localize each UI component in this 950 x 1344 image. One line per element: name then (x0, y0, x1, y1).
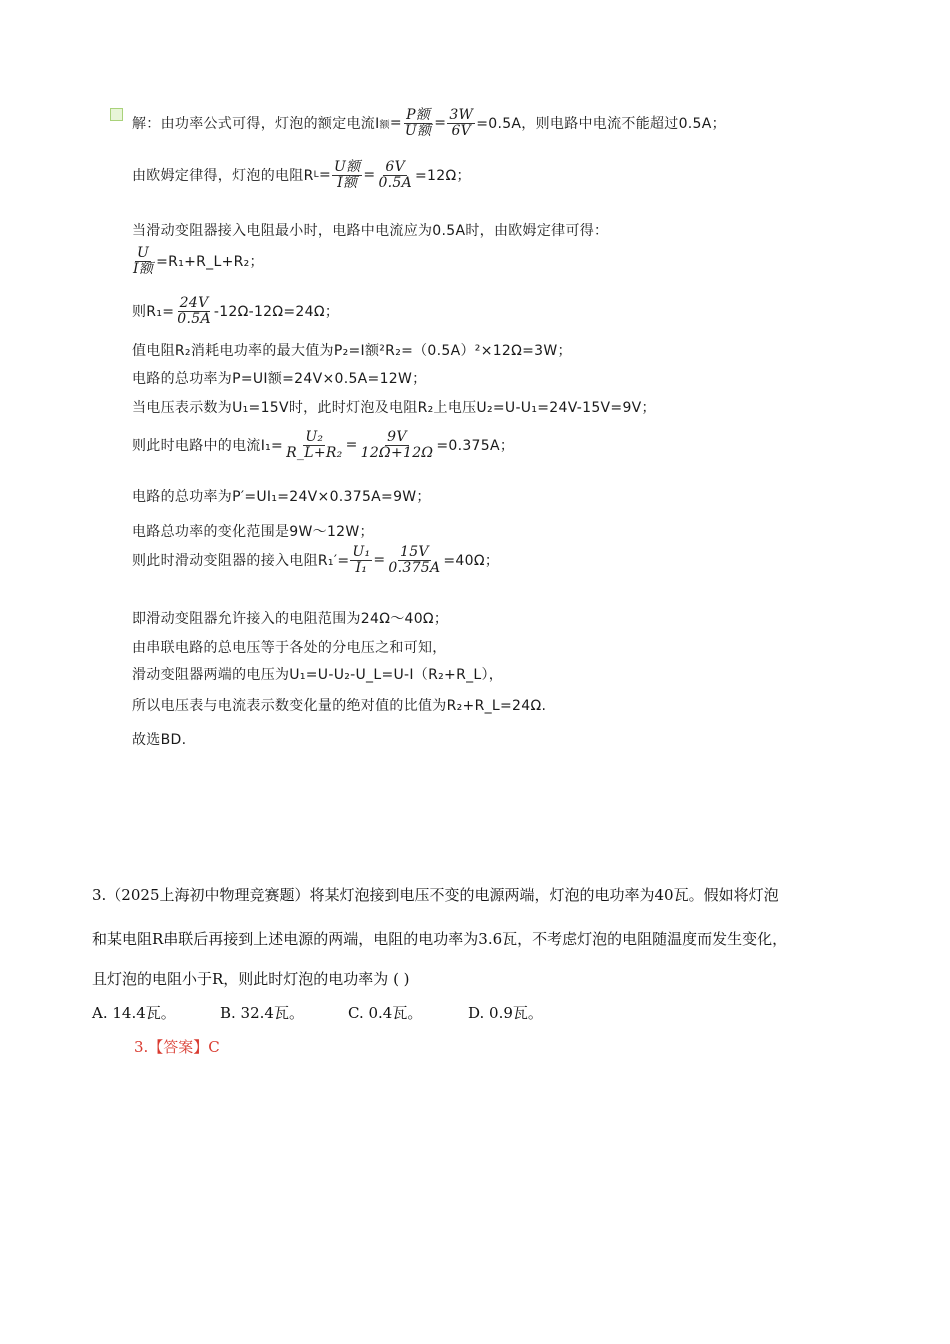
solution-line-6 (132, 340, 572, 360)
solution-line-9: 则此时电路中的电流I₁= $\frac{\text{U₂}}{\text{R\_L+R₂}}$ = $\frac{9V}{12\Omega+12\Omega}$ =0.375A； (132, 429, 515, 461)
text: 由串联电路的总电压等于各处的分电压之和可知， (132, 640, 447, 656)
denominator: I额 (133, 260, 154, 277)
denominator: 12Ω+12Ω (360, 444, 434, 461)
text: 值电阻R₂消耗电功率的最大值为P₂=I额²R₂=（0.5A）²×12Ω=3W； (132, 343, 572, 359)
solution-line-2: 由欧姆定律得，灯泡的电阻R L = $\frac{\text{U额}}{\text{I额}}$ = $\frac{6V}{0.5A}$ =12Ω； (132, 159, 471, 191)
text: 所以电压表与电流表示数变化量的绝对值的比值为R₂+R_L=24Ω. (132, 698, 547, 714)
fraction (284, 430, 345, 460)
solution-line-7 (132, 368, 426, 388)
text: =12Ω； (415, 168, 471, 185)
fraction (376, 160, 414, 190)
denominator: 0.5A (177, 310, 211, 327)
text: 则此时电路中的电流I₁= (132, 438, 284, 455)
solution-line-1: 解：由功率公式可得，灯泡的额定电流I 额 = $\frac{\text{P额}}{\text{U额}}$ = $\frac{3W}{6V}$ =0.5A，则电路中电流不能超过0.5A； (132, 107, 726, 139)
fraction (332, 160, 362, 190)
text: =0.5A，则电路中电流不能超过0.5A； (476, 116, 726, 133)
text: 电路总功率的变化范围是9W～12W； (132, 524, 374, 540)
solution-line-4 (130, 246, 264, 276)
denominator: I₁ (355, 559, 368, 576)
option-c: C. 0.4瓦。 (348, 1004, 423, 1022)
text: =40Ω； (443, 553, 500, 570)
subscript: 额 (379, 119, 390, 131)
fraction (175, 296, 213, 326)
solution-line-3 (132, 220, 608, 240)
solution-line-16 (132, 695, 546, 715)
denominator: I额 (337, 174, 358, 191)
numerator: 24V (179, 295, 209, 311)
solution-line-12: 则此时滑动变阻器的接入电阻R₁′= $\frac{\text{U₁}}{\text{I₁}}$ = $\frac{15V}{0.375A}$ =40Ω； (132, 544, 500, 576)
fraction (350, 545, 372, 575)
solution-line-13 (132, 608, 448, 628)
numerator: U₂ (305, 429, 324, 445)
text: 当电压表示数为U₁=15V时，此时灯泡及电阻R₂上电压U₂=U-U₁=24V-15V=9V； (132, 400, 656, 416)
text: 则R₁= (132, 304, 175, 321)
numerator: 3W (449, 107, 474, 123)
text: 电路的总功率为P′=UI₁=24V×0.375A=9W； (132, 489, 431, 505)
denominator: 6V (451, 122, 472, 139)
option-b: B. 32.4瓦。 (220, 1004, 304, 1022)
numerator: U₁ (352, 544, 371, 560)
subscript: L (313, 170, 319, 181)
text: 滑动变阻器两端的电压为U₁=U-U₂-U_L=U-I（R₂+R_L）， (132, 667, 504, 683)
answer-label: 3.【答案】C (134, 1038, 220, 1056)
numerator: U额 (334, 159, 361, 175)
solution-line-11 (132, 521, 374, 541)
option-d: D. 0.9瓦。 (468, 1004, 543, 1022)
text: 当滑动变阻器接入电阻最小时，电路中电流应为0.5A时，由欧姆定律可得： (132, 223, 609, 239)
text: 故选BD. (132, 732, 187, 748)
text: -12Ω-12Ω=24Ω； (213, 304, 340, 321)
numerator: 6V (385, 159, 406, 175)
solution-line-14 (132, 637, 447, 657)
numerator: 9V (387, 429, 407, 445)
checkbox-marker (110, 108, 123, 121)
text: 即滑动变阻器允许接入的电阻范围为24Ω～40Ω； (132, 611, 449, 627)
text: 由欧姆定律得，灯泡的电阻R (132, 168, 314, 185)
denominator: U额 (404, 122, 432, 139)
numerator: P额 (406, 107, 431, 123)
fraction (386, 545, 442, 575)
fraction (131, 246, 155, 276)
question-line-2: 和某电阻R串联后再接到上述电源的两端，电阻的电功率为3.6瓦，不考虑灯泡的电阻随温度而发生变化， (92, 930, 788, 948)
numerator: 15V (399, 544, 429, 560)
denominator: R_L+R₂ (286, 444, 343, 461)
solution-line-17 (132, 729, 186, 749)
question-line-1: 3.（2025上海初中物理竞赛题）将某灯泡接到电压不变的电源两端，灯泡的电功率为40瓦。假如将灯泡 (92, 886, 779, 904)
solution-line-5 (132, 296, 339, 326)
text: =R₁+R_L+R₂； (156, 254, 264, 271)
solution-line-8 (132, 397, 656, 417)
solution-line-10 (132, 486, 431, 506)
question-line-3: 且灯泡的电阻小于R，则此时灯泡的电功率为 ( ) (92, 970, 410, 988)
text: 则此时滑动变阻器的接入电阻R₁′= (132, 553, 350, 570)
fraction (447, 108, 475, 138)
solution-line-15 (132, 664, 503, 684)
text: 电路的总功率为P=UI额=24V×0.5A=12W； (132, 371, 427, 387)
fraction (403, 108, 433, 138)
text: =0.375A； (436, 438, 515, 455)
numerator: U (137, 245, 150, 261)
text: 解：由功率公式可得，灯泡的额定电流I (132, 116, 380, 133)
denominator: 0.5A (378, 174, 413, 191)
denominator: 0.375A (388, 559, 441, 576)
fraction (359, 430, 436, 460)
option-a: A. 14.4瓦。 (92, 1004, 176, 1022)
